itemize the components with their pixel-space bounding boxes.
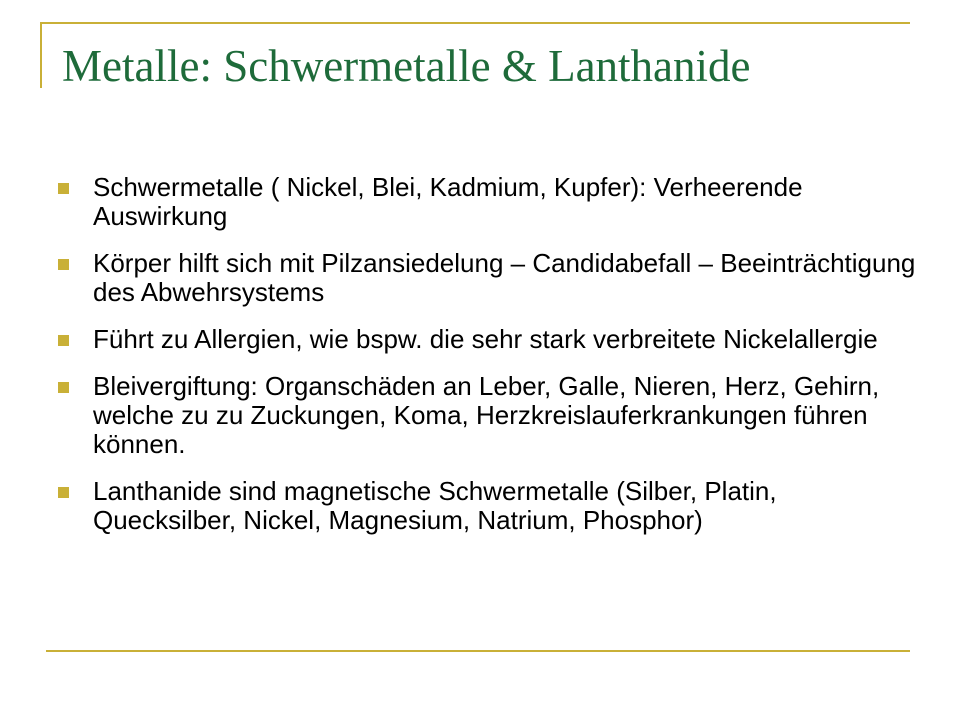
bullet-text: Bleivergiftung: Organschäden an Leber, Galle, Nieren, Herz, Gehirn, welche zu zu Zuckungen, Koma, Herzkreislauferkrankungen führen können. [93, 371, 880, 459]
bullet-text: Führt zu Allergien, wie bspw. die sehr stark verbreitete Nickelallergie [93, 324, 878, 354]
bullet-text: Lanthanide sind magnetische Schwermetalle (Silber, Platin, Quecksilber, Nickel, Magnesium, Natrium, Phosphor) [93, 476, 777, 535]
left-rule [40, 22, 42, 88]
square-bullet-icon [58, 335, 69, 346]
bullet-item [58, 173, 918, 231]
square-bullet-icon [58, 382, 69, 393]
bullet-item [58, 325, 918, 354]
bullet-item [58, 249, 918, 307]
bullet-item [58, 477, 918, 535]
top-rule [40, 22, 910, 24]
slide-title: Metalle: Schwermetalle & Lanthanide [62, 41, 751, 91]
square-bullet-icon [58, 183, 69, 194]
bullet-text: Körper hilft sich mit Pilzansiedelung – Candidabefall – Beeinträchtigung des Abwehrsystems [93, 248, 916, 307]
bottom-rule [46, 650, 910, 652]
square-bullet-icon [58, 487, 69, 498]
bullet-list [58, 173, 918, 553]
bullet-text: Schwermetalle ( Nickel, Blei, Kadmium, Kupfer): Verheerende Auswirkung [93, 172, 803, 231]
square-bullet-icon [58, 259, 69, 270]
bullet-item [58, 372, 918, 459]
